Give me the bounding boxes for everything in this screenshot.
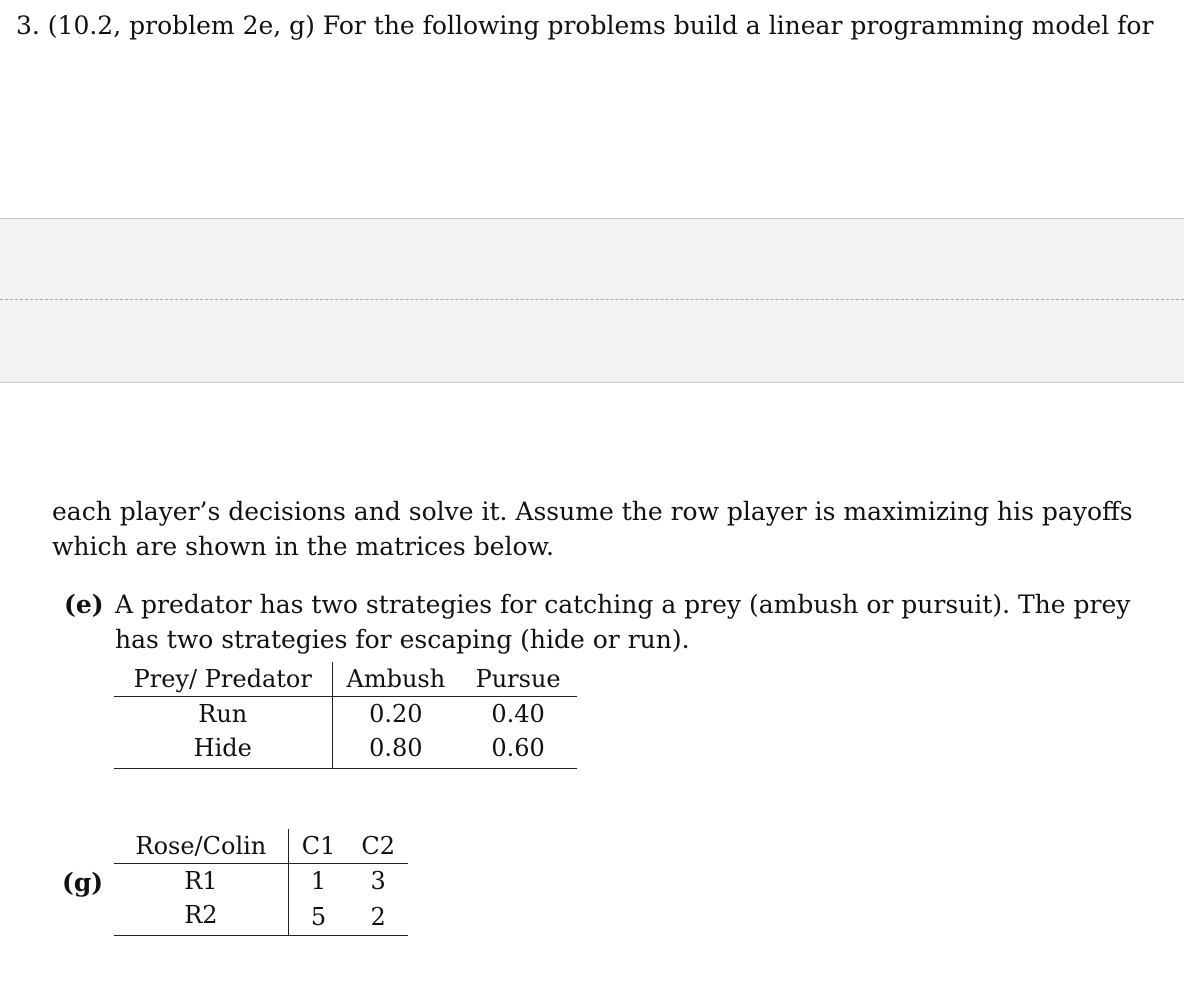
item-e-text-line-2: has two strategies for escaping (hide or run).	[115, 625, 690, 654]
payoff-table-e	[114, 662, 577, 769]
problem-heading: 3. (10.2, problem 2e, g) For the following problems build a linear programming model for	[16, 11, 1154, 40]
row-label: R2	[114, 898, 288, 936]
row-label: R1	[114, 864, 288, 899]
table-corner-label: Rose/Colin	[114, 829, 288, 864]
table-cell: 0.20	[369, 700, 423, 728]
table-header-row	[114, 829, 408, 864]
column-header: C1	[288, 829, 348, 864]
table-corner-label: Prey/ Predator	[114, 662, 332, 697]
row-label: Hide	[114, 731, 332, 769]
table-cell: 1	[310, 867, 327, 895]
table-cell: 0.80	[332, 731, 459, 769]
item-e-label: (e)	[64, 590, 104, 619]
column-header: Ambush	[332, 662, 459, 697]
item-g-label: (g)	[62, 868, 104, 897]
page-break-band-bottom	[0, 300, 1184, 383]
column-header: Pursue	[459, 662, 577, 697]
table-row	[114, 864, 408, 899]
page-break-band-top	[0, 218, 1184, 300]
table-cell: 2	[348, 898, 408, 936]
row-label: Run	[114, 697, 332, 732]
table-header-row	[114, 662, 577, 697]
item-e-text-line-1: A predator has two strategies for catching a prey (ambush or pursuit). The prey	[115, 590, 1131, 619]
table-cell: 0.40	[491, 700, 545, 728]
problem-intro-line-2: which are shown in the matrices below.	[52, 532, 554, 561]
table-cell: 0.60	[459, 731, 577, 769]
table-row	[114, 731, 577, 769]
table-cell: 3	[370, 867, 386, 895]
table-row	[114, 898, 408, 936]
column-header: C2	[348, 829, 408, 864]
payoff-table-g	[114, 829, 408, 936]
table-cell: 5	[288, 898, 348, 936]
table-row	[114, 697, 577, 732]
problem-intro-line-1: each player’s decisions and solve it. Assume the row player is maximizing his payoffs	[52, 497, 1133, 526]
